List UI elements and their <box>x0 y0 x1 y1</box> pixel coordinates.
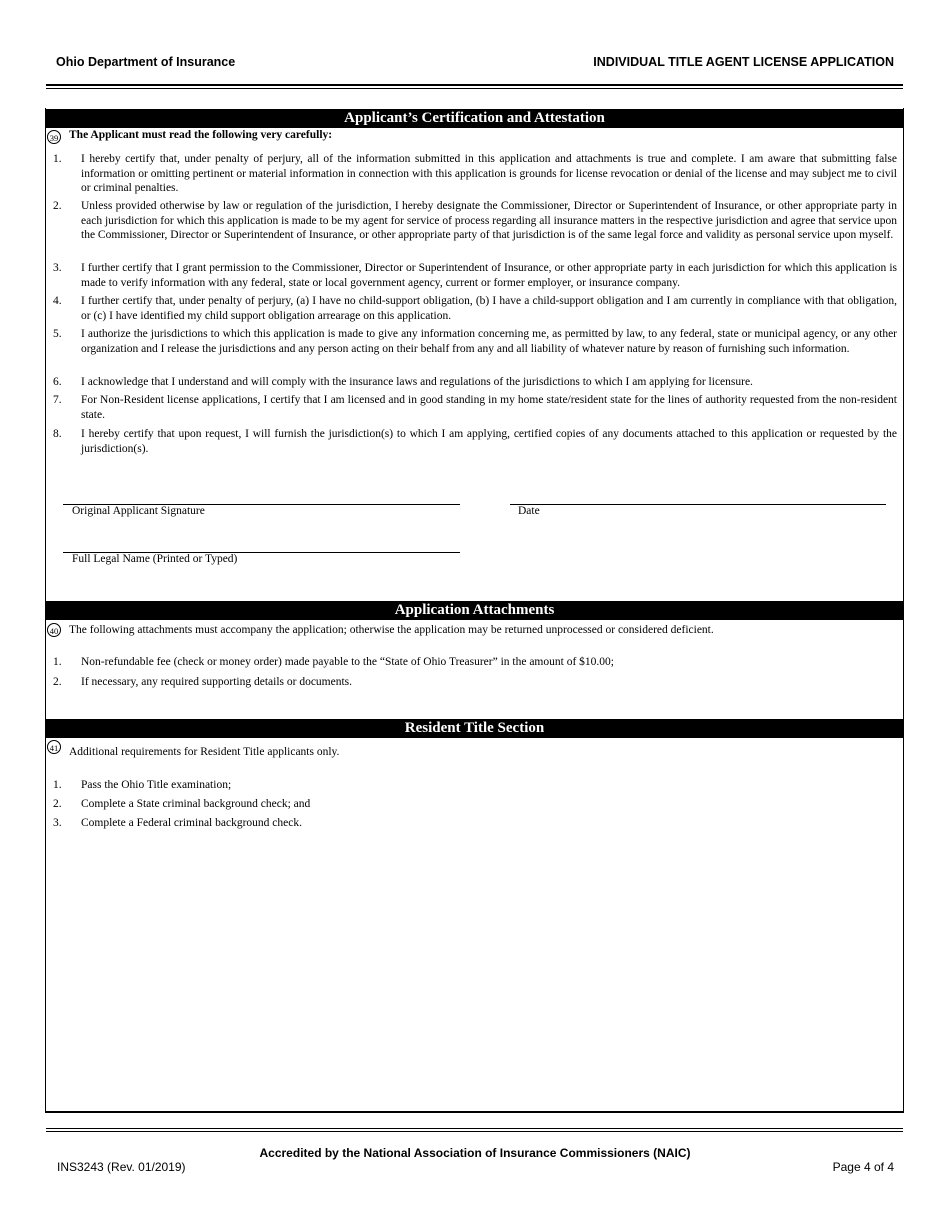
question-number-40: 40 <box>47 623 61 637</box>
footer-accreditation: Accredited by the National Association of Insurance Commissioners (NAIC) <box>259 1146 691 1160</box>
item-text: Complete a Federal criminal background check. <box>81 817 302 829</box>
item-text: I further certify that I grant permission to the Commissioner, Director or Superintendent of Insurance, or other appropriate party in each jurisdiction for which this application is made to verify information with any federal, state or local government agency, current or former employer, or insurance company. <box>81 262 897 289</box>
item-number: 1. <box>53 153 62 165</box>
date-field[interactable] <box>510 504 886 505</box>
item-text: I further certify that, under penalty of perjury, (a) I have no child-support obligation, (b) I have a child-support obligation and I am currently in compliance with that obligation, or (c) I have identified my child support obligation arrearage on this application. <box>81 295 897 322</box>
attachment-item <box>53 675 897 690</box>
resident-item <box>53 816 897 831</box>
attachment-item <box>53 655 897 670</box>
certification-item <box>53 199 897 243</box>
item-text: I hereby certify that upon request, I will furnish the jurisdiction(s) to which I am applying, certified copies of any documents attached to this application or requested by the jurisdiction(s). <box>81 428 897 455</box>
date-label: Date <box>518 505 540 517</box>
item-number: 1. <box>53 779 62 791</box>
full-legal-name-label: Full Legal Name (Printed or Typed) <box>72 553 238 565</box>
item-number: 3. <box>53 262 62 274</box>
question-number-39: 39 <box>47 130 61 144</box>
resident-intro: Additional requirements for Resident Title applicants only. <box>69 746 340 758</box>
header-form-title: INDIVIDUAL TITLE AGENT LICENSE APPLICATION <box>593 55 894 69</box>
item-number: 2. <box>53 798 62 810</box>
certification-intro: The Applicant must read the following very carefully: <box>69 129 333 141</box>
certification-item <box>53 152 897 196</box>
item-number: 5. <box>53 328 62 340</box>
footer-page-number: Page 4 of 4 <box>832 1160 894 1174</box>
header-agency: Ohio Department of Insurance <box>56 55 236 69</box>
attachments-section-title: Application Attachments <box>45 601 904 620</box>
certification-item <box>53 427 897 456</box>
certification-item <box>53 294 897 323</box>
resident-section-title: Resident Title Section <box>45 719 904 738</box>
item-text: For Non-Resident license applications, I certify that I am licensed and in good standing in my home state/resident state for the lines of authority requested from the non-resident state. <box>81 394 897 421</box>
item-text: Unless provided otherwise by law or regulation of the jurisdiction, I hereby designate the Commissioner, Director or Superintendent of Insurance, or other appropriate party in each jurisdiction for which this application is made to be my agent for service of process regarding all insurance matters in the respective jurisdiction and agree that service upon the Commissioner, Director or Superintendent of Insurance, or other appropriate party of that jurisdiction is of the same legal force and validity as personal service upon myself. <box>81 200 897 241</box>
item-number: 6. <box>53 376 62 388</box>
item-number: 8. <box>53 428 62 440</box>
resident-item <box>53 778 897 793</box>
header-rule-thin <box>46 88 903 89</box>
item-text: I acknowledge that I understand and will comply with the insurance laws and regulations of the jurisdictions to which I am applying for licensure. <box>81 376 753 388</box>
footer-rule-thin <box>46 1131 903 1132</box>
certification-item <box>53 393 897 422</box>
question-number-41: 41 <box>47 740 61 754</box>
signature-label: Original Applicant Signature <box>72 505 205 517</box>
certification-item <box>53 261 897 290</box>
item-text: If necessary, any required supporting details or documents. <box>81 676 353 688</box>
footer-rule <box>46 1128 903 1129</box>
item-number: 2. <box>53 200 62 212</box>
item-number: 2. <box>53 676 62 688</box>
item-number: 1. <box>53 656 62 668</box>
resident-item <box>53 797 897 812</box>
item-number: 4. <box>53 295 62 307</box>
certification-item <box>53 375 897 390</box>
item-text: Pass the Ohio Title examination; <box>81 779 232 791</box>
certification-section-title: Applicant’s Certification and Attestation <box>45 109 904 128</box>
footer-form-id: INS3243 (Rev. 01/2019) <box>57 1160 186 1174</box>
item-number: 7. <box>53 394 62 406</box>
item-text: Complete a State criminal background check; and <box>81 798 311 810</box>
attachments-intro: The following attachments must accompany the application; otherwise the application may be returned unprocessed or considered deficient. <box>69 624 714 636</box>
item-text: I hereby certify that, under penalty of perjury, all of the information submitted in this application and attachments is true and complete. I am aware that submitting false information or omitting pertinent or material information in connection with this application is grounds for license revocation or denial of the license and may subject me to civil or criminal penalties. <box>81 153 897 194</box>
item-number: 3. <box>53 817 62 829</box>
certification-item <box>53 327 897 356</box>
item-text: Non-refundable fee (check or money order) made payable to the “State of Ohio Treasurer” in the amount of $10.00; <box>81 656 614 668</box>
header-rule <box>46 84 903 86</box>
item-text: I authorize the jurisdictions to which this application is made to give any information concerning me, as permitted by law, to any federal, state or municipal agency, or any other organization and I release the jurisdictions and any person acting on their behalf from any and all liability of whatever nature by reason of furnishing such information. <box>81 328 897 355</box>
